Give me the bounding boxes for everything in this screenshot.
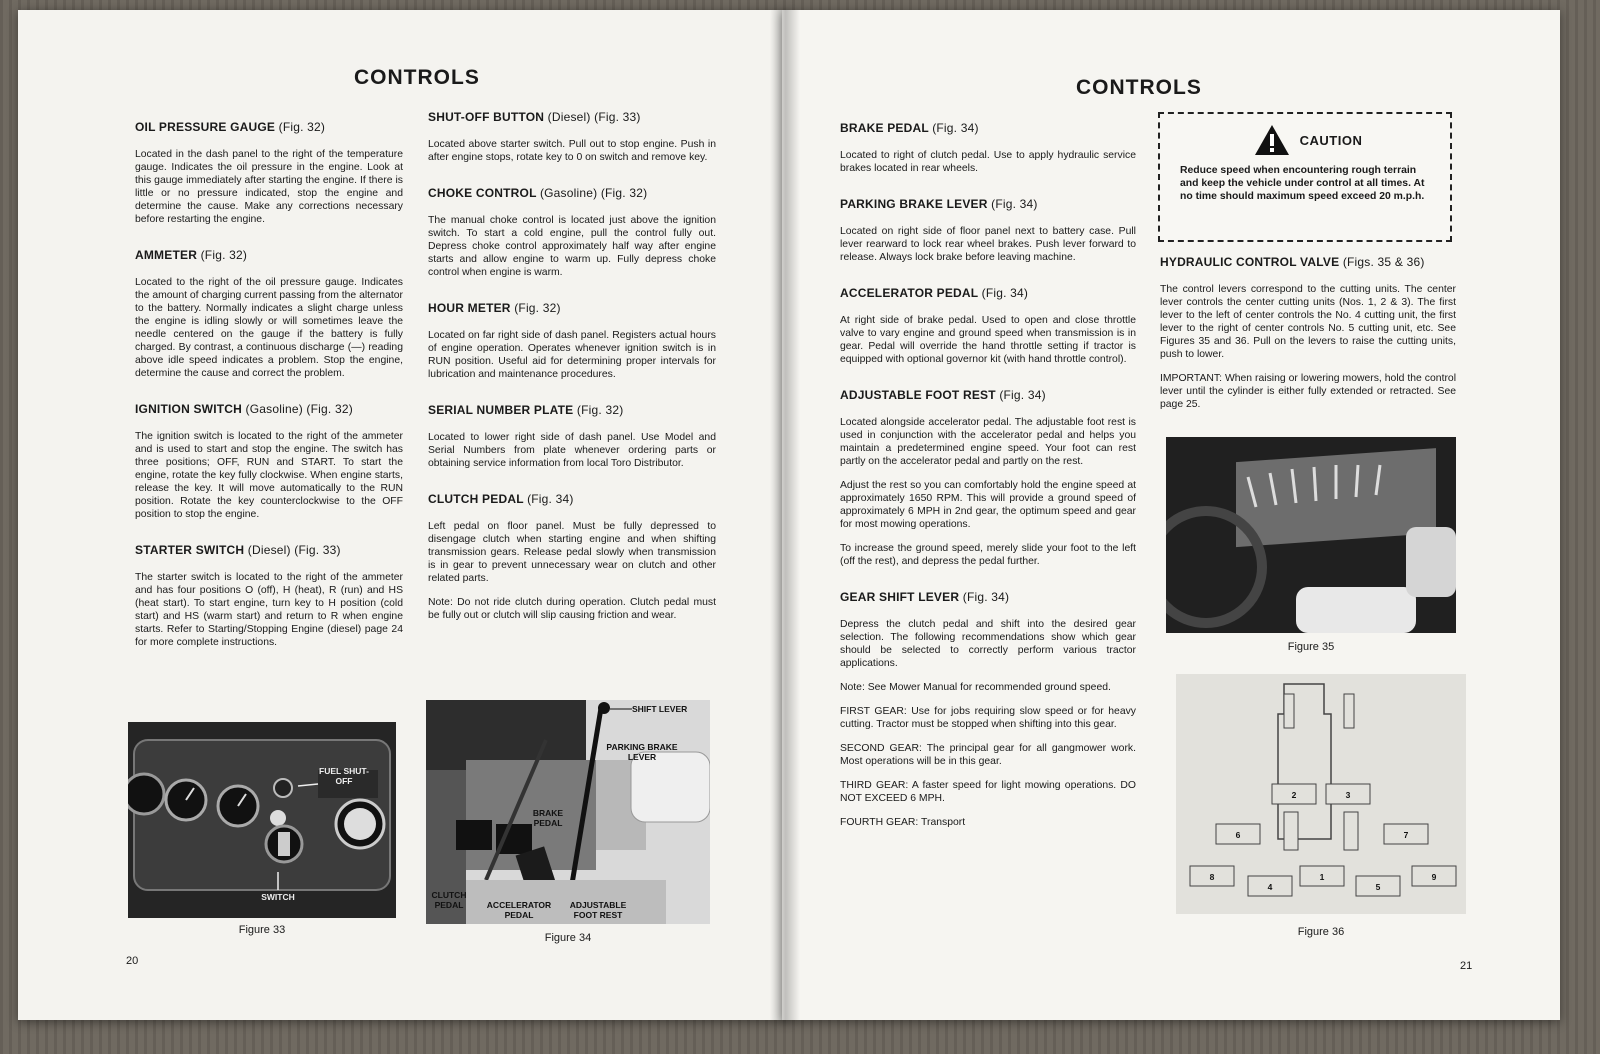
caution-box bbox=[1158, 112, 1452, 242]
manual-section bbox=[1160, 255, 1456, 411]
section-paragraph: The starter switch is located to the right of the ammeter and has four positions O (off), H (heat), R (run) and HS (heat start). To start engine, turn key to H position (cold start) and HS (warm start) and return to R when engine starts. Refer to Starting/Stopping Engine (diesel) page 24 for more complete instructions. bbox=[135, 572, 403, 648]
unit-3-label: 3 bbox=[1345, 790, 1351, 800]
figure-35-photo bbox=[1166, 437, 1456, 633]
fuel-shutoff-label: FUEL SHUT-OFF bbox=[319, 766, 369, 786]
unit-9-label: 9 bbox=[1431, 872, 1437, 882]
section-paragraph: Located on far right side of dash panel. Registers actual hours of engine operation. Operates whenever ignition switch is in RUN position. Useful aid for determining proper intervals for lubrication and maintenance procedures. bbox=[428, 330, 716, 380]
shift-lever-label: SHIFT LEVER bbox=[632, 704, 688, 714]
manual-section bbox=[840, 197, 1136, 264]
unit-5-label: 5 bbox=[1375, 882, 1381, 892]
manual-section bbox=[428, 403, 716, 470]
section-heading-text: SERIAL NUMBER PLATE bbox=[428, 403, 574, 417]
manual-section bbox=[428, 110, 716, 164]
section-heading bbox=[135, 543, 403, 557]
section-heading bbox=[840, 121, 1136, 135]
section-paragraph: Left pedal on floor panel. Must be fully depressed to disengage clutch when starting engine and when shifting transmission gears. Release pedal slowly when transmission is in gear to prevent unnecessary wear on clutch and other related parts. bbox=[428, 521, 716, 584]
manual-section bbox=[428, 301, 716, 381]
section-heading-text: HYDRAULIC CONTROL VALVE bbox=[1160, 255, 1340, 269]
unit-2-label: 2 bbox=[1291, 790, 1297, 800]
right-page-number: 21 bbox=[1460, 960, 1473, 972]
manual-section bbox=[135, 248, 403, 380]
right-page-title: CONTROLS bbox=[1076, 76, 1202, 99]
section-heading bbox=[428, 301, 716, 315]
section-figure-ref: (Fig. 32) bbox=[576, 403, 624, 417]
section-figure-ref: (Fig. 32) bbox=[278, 120, 326, 134]
section-paragraph: The manual choke control is located just above the ignition switch. To start a cold engine, pull the control fully out. Depress choke control approximately half way after engine starts and allow engine to warm up. Fully depress choke control when engine is warm. bbox=[428, 215, 716, 278]
section-heading bbox=[840, 388, 1136, 402]
caution-header bbox=[1180, 124, 1436, 156]
figure-36-diagram bbox=[1176, 674, 1466, 914]
manual-section bbox=[840, 286, 1136, 366]
manual-section bbox=[840, 388, 1136, 568]
section-heading-text: ADJUSTABLE FOOT REST bbox=[840, 388, 996, 402]
section-heading bbox=[135, 120, 403, 134]
section-heading-text: HOUR METER bbox=[428, 301, 511, 315]
left-page-title: CONTROLS bbox=[354, 66, 480, 89]
section-paragraph: To increase the ground speed, merely slide your foot to the left (off the rest), and depress the pedal further. bbox=[840, 543, 1136, 567]
book-gutter bbox=[770, 10, 800, 1020]
section-figure-ref: (Diesel) (Fig. 33) bbox=[547, 110, 641, 124]
section-figure-ref: (Fig. 34) bbox=[932, 121, 979, 135]
hydraulic-levers-illustration bbox=[1166, 437, 1456, 633]
section-heading-text: CHOKE CONTROL bbox=[428, 186, 537, 200]
figure-34-photo bbox=[426, 700, 710, 924]
manual-section bbox=[135, 402, 403, 521]
section-heading bbox=[840, 590, 1136, 604]
section-figure-ref: (Gasoline) (Fig. 32) bbox=[539, 186, 648, 200]
section-figure-ref: (Diesel) (Fig. 33) bbox=[247, 543, 341, 557]
section-heading bbox=[840, 197, 1136, 211]
section-heading bbox=[1160, 255, 1456, 269]
section-figure-ref: (Fig. 32) bbox=[514, 301, 561, 315]
section-paragraph: Note: See Mower Manual for recommended ground speed. bbox=[840, 682, 1111, 693]
section-heading-text: CLUTCH PEDAL bbox=[428, 492, 524, 506]
section-paragraph: SECOND GEAR: The principal gear for all gangmower work. Most operations will be in this gear. bbox=[840, 743, 1136, 767]
section-heading-text: OIL PRESSURE GAUGE bbox=[135, 120, 276, 134]
section-paragraph: IMPORTANT: When raising or lowering mowers, hold the control lever until the cylinder is either fully extended or retracted. See page 25. bbox=[1160, 373, 1456, 410]
section-paragraph: THIRD GEAR: A faster speed for light mowing operations. DO NOT EXCEED 6 MPH. bbox=[840, 780, 1136, 804]
manual-section bbox=[840, 121, 1136, 175]
section-paragraph: Located to right of clutch pedal. Use to apply hydraulic service brakes located in rear wheels. bbox=[840, 150, 1136, 174]
switch-label: SWITCH bbox=[261, 892, 295, 902]
section-heading-text: BRAKE PEDAL bbox=[840, 121, 929, 135]
section-paragraph: FOURTH GEAR: Transport bbox=[840, 817, 966, 828]
warning-triangle-icon bbox=[1254, 124, 1290, 156]
manual-section bbox=[428, 492, 716, 622]
section-figure-ref: (Fig. 34) bbox=[962, 590, 1010, 604]
section-heading-text: IGNITION SWITCH bbox=[135, 402, 242, 416]
section-paragraph: Located to lower right side of dash panel. Use Model and Serial Numbers from plate whenever ordering parts or obtaining service information from local Toro Distributor. bbox=[428, 432, 716, 469]
section-figure-ref: (Fig. 34) bbox=[999, 388, 1046, 402]
section-paragraph: Located to the right of the oil pressure gauge. Indicates the amount of charging current passing from the alternator to the battery. Normally indicates a slight charge unless the engine is idling slowly or will sometimes leave the needle centered on the gauge if the battery is fully charged. By contrast, a continuous discharge (—) reading above idle speed indicates a problem. Stop the engine, determine the cause and correct the problem. bbox=[135, 277, 403, 379]
section-paragraph: Located alongside accelerator pedal. The adjustable foot rest is used in conjunction with the accelerator pedal and helps you maintain a predetermined engine speed. Your foot can rest partly on the accelerator pedal and partly on the rest. bbox=[840, 417, 1136, 467]
section-heading bbox=[135, 248, 403, 262]
brake-pedal-label: BRAKE PEDAL bbox=[532, 808, 564, 828]
figure-33-caption: Figure 33 bbox=[238, 924, 286, 936]
section-paragraph: At right side of brake pedal. Used to open and close throttle valve to vary engine and ground speed when transmission is in gear. Pedal will override the hand throttle setting if tractor is equipped with optional governor kit (with hand throttle control). bbox=[840, 315, 1136, 365]
accelerator-pedal-label: ACCELERATOR PEDAL bbox=[486, 900, 552, 920]
caution-title: CAUTION bbox=[1299, 132, 1363, 148]
foot-rest-label: ADJUSTABLE FOOT REST bbox=[569, 900, 627, 920]
unit-6-label: 6 bbox=[1235, 830, 1241, 840]
unit-1-label: 1 bbox=[1319, 872, 1325, 882]
section-heading-text: ACCELERATOR PEDAL bbox=[840, 286, 979, 300]
right-column-2 bbox=[1160, 255, 1456, 433]
section-figure-ref: (Fig. 34) bbox=[527, 492, 574, 506]
parking-brake-label: PARKING BRAKE LEVER bbox=[606, 742, 678, 762]
section-paragraph: Adjust the rest so you can comfortably hold the engine speed at approximately 1650 RPM. This will provide a ground speed of approximately 6 MPH in 2nd gear, the optimum speed and gear for most mowing operations. bbox=[840, 480, 1136, 530]
section-figure-ref: (Figs. 35 & 36) bbox=[1342, 255, 1425, 269]
section-paragraph: The control levers correspond to the cutting units. The center lever controls the center cutting units (Nos. 1, 2 & 3). The first lever to the left of center controls the No. 4 cutting unit, the first lever to the right of center controls No. 5 cutting unit, etc. See Figures 35 and 36. Pull on the levers to raise the cutting units, push to lower. bbox=[1160, 284, 1456, 360]
section-figure-ref: (Fig. 32) bbox=[200, 248, 248, 262]
right-column-1 bbox=[840, 121, 1136, 851]
section-heading bbox=[840, 286, 1136, 300]
section-paragraph: Located in the dash panel to the right of the temperature gauge. Indicates the oil pressure in the engine. Look at this gauge immediately after starting the engine. If there is little or no pressure indicated, stop the engine and determine the cause. Make any corrections necessary before restarting the engine. bbox=[135, 149, 403, 225]
section-paragraph: The ignition switch is located to the right of the ammeter and is used to start and stop the engine. The switch has three positions; OFF, RUN and START. To start the engine, rotate the key fully clockwise. When engine starts, release the key. It will move automatically to the RUN position. Rotate the key counterclockwise to the OFF position to stop the engine. bbox=[135, 431, 403, 520]
section-heading-text: STARTER SWITCH bbox=[135, 543, 245, 557]
clutch-pedal-label: CLUTCH PEDAL bbox=[431, 890, 467, 910]
section-paragraph: Note: Do not ride clutch during operation. Clutch pedal must be fully out or clutch will slip causing friction and wear. bbox=[428, 597, 716, 621]
unit-7-label: 7 bbox=[1403, 830, 1409, 840]
section-figure-ref: (Gasoline) (Fig. 32) bbox=[245, 402, 353, 416]
section-heading bbox=[135, 402, 403, 416]
section-heading bbox=[428, 110, 716, 124]
section-heading-text: PARKING BRAKE LEVER bbox=[840, 197, 988, 211]
manual-section bbox=[428, 186, 716, 279]
dashboard-illustration bbox=[128, 722, 396, 918]
section-paragraph: FIRST GEAR: Use for jobs requiring slow speed or for heavy cutting. Tractor must be stopped when shifting into this gear. bbox=[840, 706, 1136, 730]
section-heading bbox=[428, 492, 716, 506]
manual-section bbox=[135, 543, 403, 649]
section-paragraph: Located above starter switch. Pull out to stop engine. Push in after engine stops, rotate key to 0 on switch and remove key. bbox=[428, 139, 716, 163]
figure-35-caption: Figure 35 bbox=[1287, 641, 1335, 653]
figure-36-caption: Figure 36 bbox=[1297, 926, 1345, 938]
figure-34-caption: Figure 34 bbox=[544, 932, 592, 944]
section-paragraph: Depress the clutch pedal and shift into the desired gear selection. The following recommendations show which gear should be selected to correctly perform various tractor applications. bbox=[840, 619, 1136, 669]
section-heading bbox=[428, 403, 716, 417]
left-column-1 bbox=[135, 120, 403, 671]
manual-section bbox=[840, 590, 1136, 829]
section-heading bbox=[428, 186, 716, 200]
figure-33-photo bbox=[128, 722, 396, 918]
left-page-number: 20 bbox=[126, 955, 139, 967]
section-figure-ref: (Fig. 34) bbox=[981, 286, 1029, 300]
left-column-2 bbox=[428, 110, 716, 644]
unit-8-label: 8 bbox=[1209, 872, 1215, 882]
section-heading-text: AMMETER bbox=[135, 248, 198, 262]
section-heading-text: GEAR SHIFT LEVER bbox=[840, 590, 960, 604]
section-figure-ref: (Fig. 34) bbox=[991, 197, 1038, 211]
unit-4-label: 4 bbox=[1267, 882, 1273, 892]
manual-section bbox=[135, 120, 403, 226]
section-paragraph: Located on right side of floor panel next to battery case. Pull lever rearward to lock rear wheel brakes. Push lever forward to release. Always lock brake before leaving machine. bbox=[840, 226, 1136, 263]
caution-text: Reduce speed when encountering rough terrain and keep the vehicle under control at all times. At no time should maximum speed exceed 20 m.p.h. bbox=[1180, 165, 1425, 202]
section-heading-text: SHUT-OFF BUTTON bbox=[428, 110, 545, 124]
